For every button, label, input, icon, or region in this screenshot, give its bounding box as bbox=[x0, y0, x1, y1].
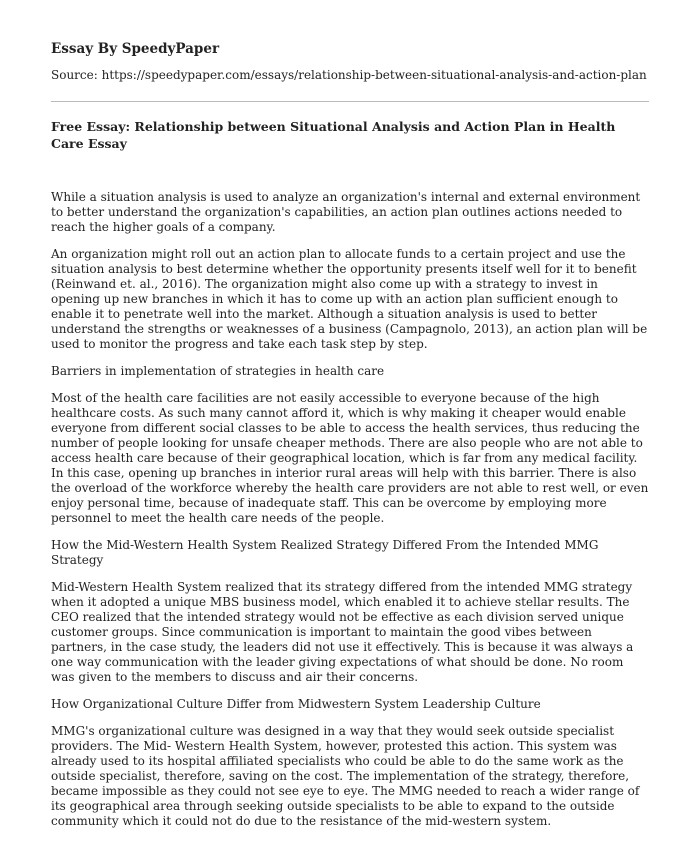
essay-paragraph-1: While a situation analysis is used to analyze an organization's internal and external environment to better understand the organization's capabilities, an action plan outlines actions needed to reach the higher goals of a company. bbox=[51, 190, 641, 234]
document-header-title: Essay By SpeedyPaper bbox=[51, 41, 220, 57]
section-heading-barriers: Barriers in implementation of strategies in health care bbox=[51, 364, 385, 378]
essay-body bbox=[51, 190, 649, 829]
essay-paragraph-3: Most of the health care facilities are not easily accessible to everyone because of the high healthcare costs. As such many cannot afford it, which is why making it cheaper would enable everyone from different social classes to be able to access the health services, thus reducing the number of people looking for unsafe cheaper methods. There are also people who are not able to access health care because of their geographical location, which is far from any medical facility. In this case, opening up branches in interior rural areas will help with this barrier. There is also the overload of the workforce whereby the health care providers are not able to rest well, or even enjoy personal time, because of inadequate staff. This can be overcome by employing more personnel to meet the health care needs of the people. bbox=[51, 391, 649, 525]
essay-paragraph-4: Mid-Western Health System realized that its strategy differed from the intended MMG strategy when it adopted a unique MBS business model, which enabled it to achieve stellar results. The CEO realized that the intended strategy would not be effective as each division served unique customer groups. Since communication is important to maintain the good vibes between partners, in the case study, the leaders did not use it effectively. This is because it was always a one way communication with the leader giving expectations of what should be done. No room was given to the members to discuss and air their concerns. bbox=[51, 580, 634, 684]
essay-paragraph-5: MMG's organizational culture was designed in a way that they would seek outside specialist providers. The Mid- Western Health System, however, protested this action. This system was already used to its hospital affiliated specialists who could be able to do the same work as the outside specialist, therefore, saving on the cost. The implementation of the strategy, therefore, became impossible as they could not see eye to eye. The MMG needed to reach a wider range of its geographical area through seeking outside specialists to be able to expand to the outside community which it could not do due to the resistance of the mid-western system. bbox=[51, 724, 640, 828]
header-divider bbox=[51, 101, 649, 102]
essay-paragraph-2: An organization might roll out an action plan to allocate funds to a certain project and use the situation analysis to best determine whether the opportunity presents itself well for it to benefit (Reinwand et. al., 2016). The organization might also come up with a strategy to invest in opening up new branches in which it has to come up with an action plan sufficient enough to enable it to penetrate well into the market. Although a situation analysis is used to better understand the strengths or weaknesses of a business (Campagnolo, 2013), an action plan will be used to monitor the progress and take each task step by step. bbox=[51, 247, 648, 351]
essay-title: Free Essay: Relationship between Situational Analysis and Action Plan in Health Care Essay bbox=[51, 119, 616, 151]
section-heading-culture: How Organizational Culture Differ from Midwestern System Leadership Culture bbox=[51, 697, 541, 711]
section-heading-strategy: How the Mid-Western Health System Realized Strategy Differed From the Intended MMG Strategy bbox=[51, 538, 599, 567]
document-source-line: Source: https://speedypaper.com/essays/relationship-between-situational-analysis-and-action-plan bbox=[51, 68, 647, 82]
